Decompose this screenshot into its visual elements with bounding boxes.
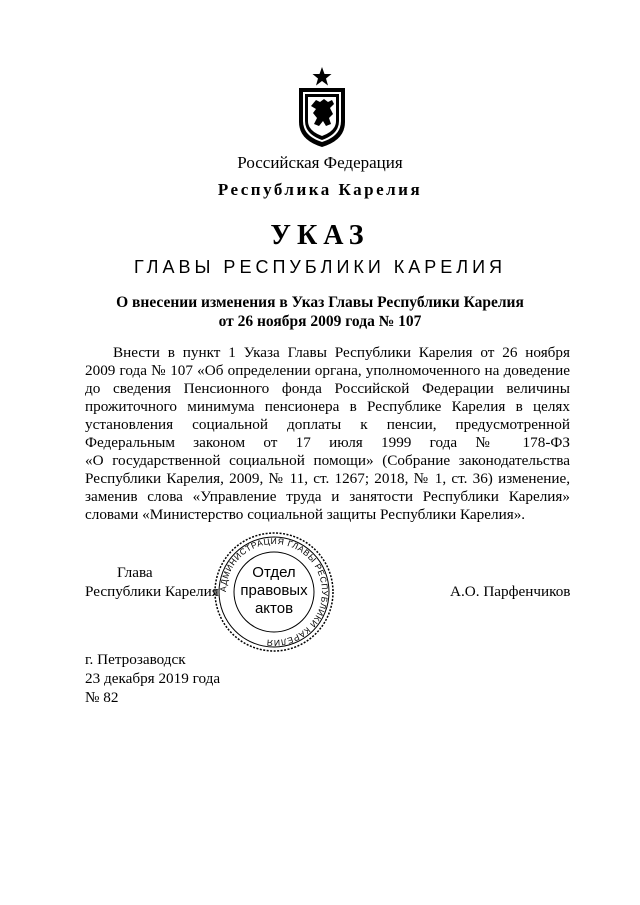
republic-name: Республика Карелия: [217, 180, 423, 199]
decree-body: [85, 344, 570, 534]
signer-name: А.О. Парфенчиков: [450, 583, 571, 600]
decree-number: № 82: [85, 689, 119, 706]
body-line: словами «Министерство социальной защиты Республики Карелия».: [85, 506, 526, 523]
body-line: Федеральным законом от 17 июля 1999 года № 178-ФЗ: [85, 434, 570, 451]
stamp-line2: правовых: [240, 582, 308, 599]
official-stamp: [212, 530, 336, 654]
stamp-line3: актов: [254, 600, 294, 617]
body-line: заменив слова «Управление труда и занятости Республики Карелия»: [85, 488, 570, 505]
body-line: 2009 года № 107 «Об определении органа, уполномоченного на доведение: [85, 362, 570, 379]
issue-date: 23 декабря 2019 года: [85, 670, 221, 687]
document-type: УКАЗ: [270, 220, 370, 251]
body-line: Республики Карелия, 2009, № 11, ст. 1267; 2018, № 1, ст. 36) изменение,: [85, 470, 570, 487]
body-line: Внести в пункт 1 Указа Главы Республики Карелия от 26 ноября: [113, 344, 570, 361]
body-line: до сведения Пенсионного фонда Российской Федерации величины: [85, 380, 570, 397]
document-title-line2: от 26 ноября 2009 года № 107: [218, 313, 422, 330]
document-title-line1: О внесении изменения в Указ Главы Республики Карелия: [116, 294, 524, 311]
body-line: установления социальной доплаты к пенсии, предусмотренной: [85, 416, 570, 433]
karelia-coat-of-arms: [296, 66, 348, 148]
stamp-line1: Отдел: [252, 564, 296, 581]
body-line: «О государственной социальной помощи» (Собрание законодательства: [85, 452, 570, 469]
issuer-line: ГЛАВЫ РЕСПУБЛИКИ КАРЕЛИЯ: [133, 257, 507, 277]
stamp-ring-text: АДМИНИСТРАЦИЯ ГЛАВЫ РЕСПУБЛИКИ КАРЕЛИЯ: [217, 535, 331, 649]
signer-position-line2: Республики Карелия: [85, 583, 219, 600]
issue-city: г. Петрозаводск: [85, 651, 186, 668]
body-line: прожиточного минимума пенсионера в Республике Карелия в целях: [85, 398, 570, 415]
country-name: Российская Федерация: [237, 153, 403, 172]
signer-position-line1: Глава: [117, 564, 153, 581]
